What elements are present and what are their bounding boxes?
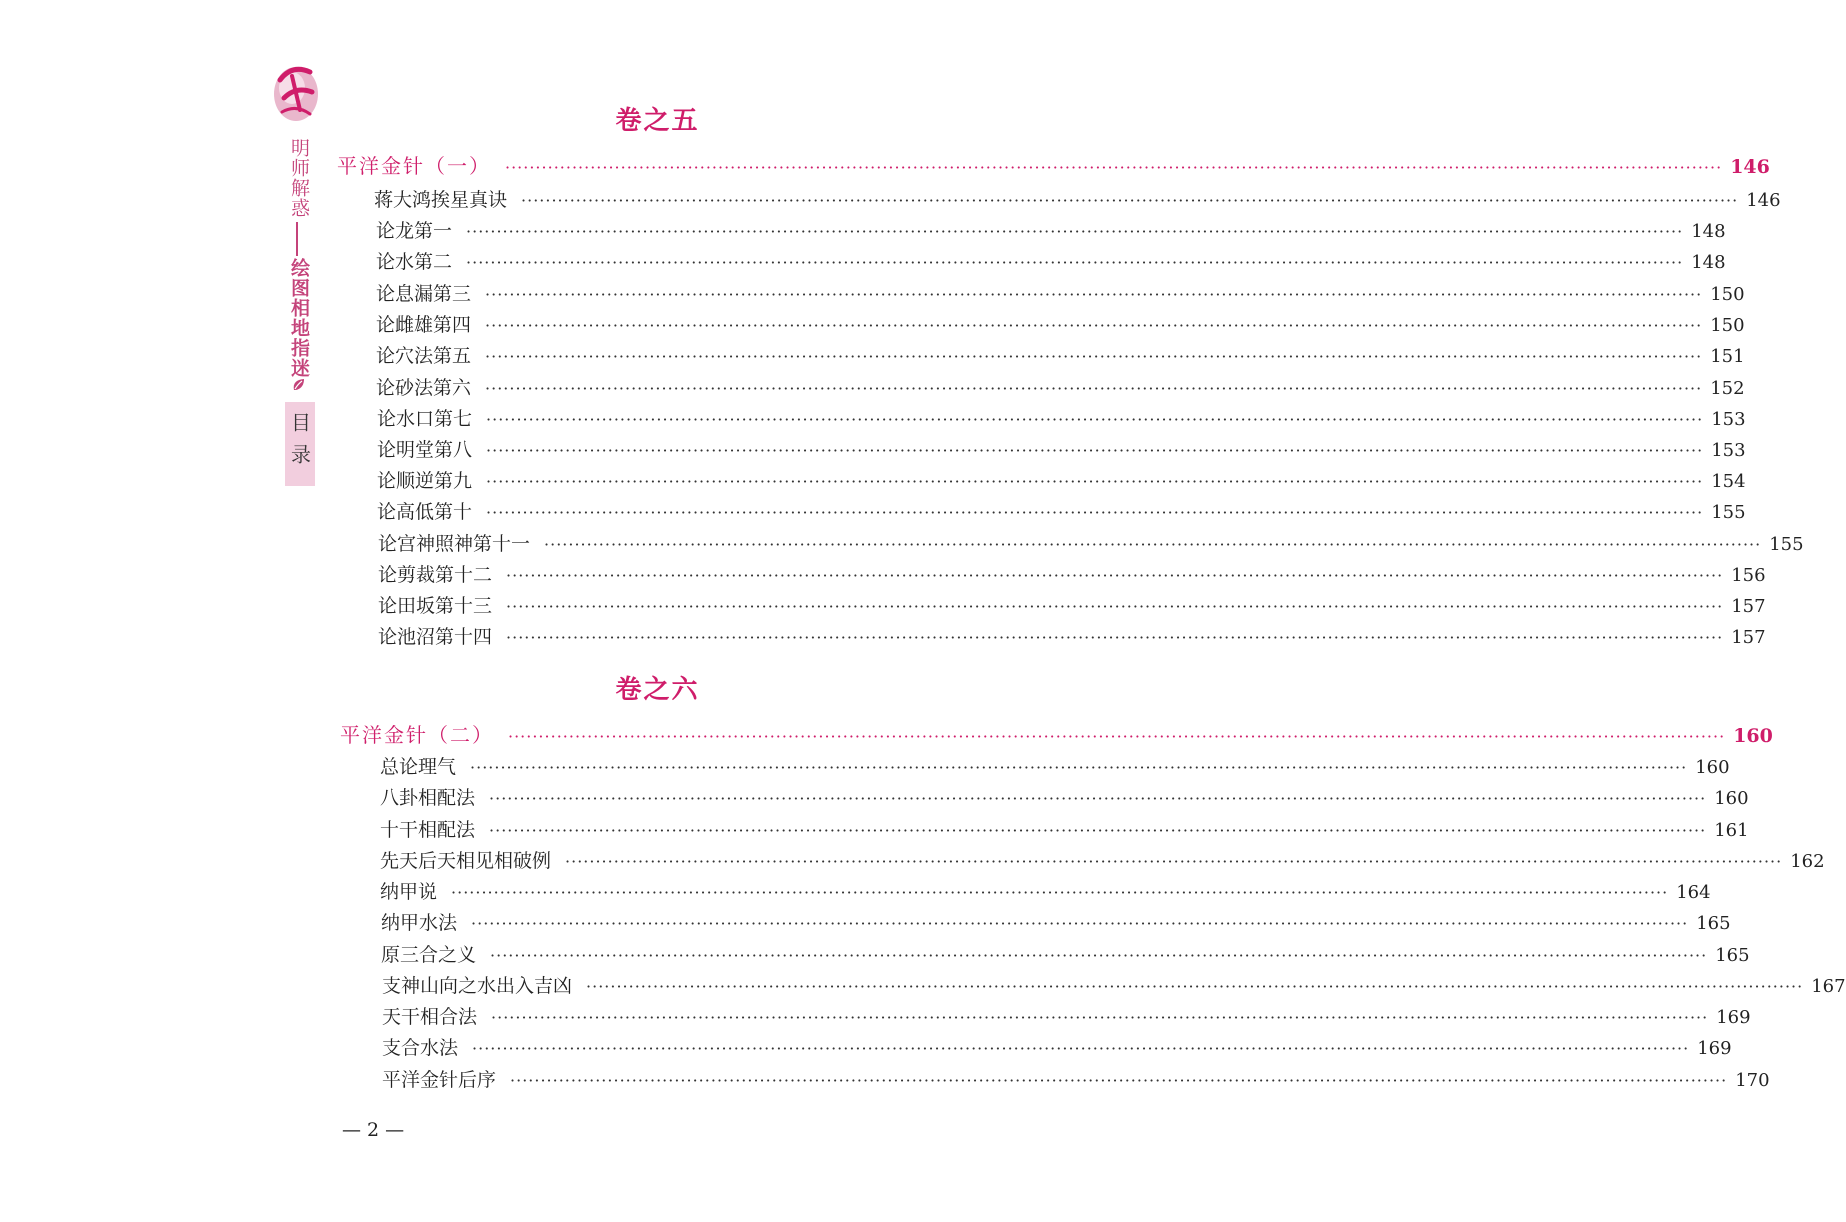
toc-entry-page: 161 [1714,820,1749,841]
toc-entry-label: 论雌雄第四 [376,314,472,336]
toc-entry-label: 天干相合法 [382,1006,478,1028]
toc-entry-page: 162 [1790,851,1825,872]
toc-entry-label: 论龙第一 [376,220,453,242]
toc-entry-row[interactable] [380,846,1825,876]
book-subtitle: 绘图相地指迷 [288,258,310,378]
ornament-logo-icon [270,58,322,124]
leaf-mark-icon [290,376,308,394]
toc-entry-label: 论田坂第十三 [378,595,493,617]
dot-leader: ········································································································································································································ [466,222,1684,241]
dot-leader: ········································································································································································································ [505,158,1723,177]
toc-entry-label: 论水第二 [376,251,453,273]
dot-leader: ········································································································································································································ [491,1008,1709,1027]
dot-leader: ········································································································································································································ [489,821,1707,840]
toc-entry-label: 先天后天相见相破例 [380,850,552,872]
dot-leader: ········································································································································································································ [521,191,1739,210]
toc-entry-row[interactable] [376,247,1726,277]
toc-entry-page: 170 [1735,1070,1770,1091]
toc-entry-label: 支合水法 [382,1037,459,1059]
toc-entry-row[interactable] [380,752,1730,782]
toc-entry-row[interactable] [376,373,1745,403]
toc-entry-label: 论顺逆第九 [377,470,473,492]
toc-entry-page: 164 [1676,882,1711,903]
dot-leader: ········································································································································································································ [486,410,1704,429]
volume-title: 卷之六 [615,675,700,705]
toc-entry-page: 148 [1691,252,1726,273]
toc-tab-label: 目录 [287,412,312,476]
toc-section-row[interactable] [340,719,1773,749]
toc-entry-label: 论水口第七 [377,408,473,430]
toc-entry-row[interactable] [382,1033,1732,1063]
dot-leader: ········································································································································································································ [565,852,1783,871]
toc-entry-row[interactable] [382,1002,1751,1032]
toc-entry-row[interactable] [378,560,1766,590]
toc-entry-page: 150 [1710,315,1745,336]
toc-entry-row[interactable] [381,908,1731,938]
dot-leader: ········································································································································································································ [471,914,1689,933]
toc-entry-page: 160 [1695,757,1730,778]
dot-leader: ········································································································································································································ [485,347,1703,366]
dot-leader: ········································································································································································································ [486,503,1704,522]
toc-entry-page: 153 [1711,409,1746,430]
dot-leader: ········································································································································································································ [451,883,1669,902]
toc-entry-label: 论剪裁第十二 [378,564,493,586]
dot-leader: ········································································································································································································ [485,379,1703,398]
dot-leader: ········································································································································································································ [486,441,1704,460]
dot-leader: ········································································································································································································ [485,285,1703,304]
dot-leader: ········································································································································································································ [506,566,1724,585]
toc-entry-label: 纳甲说 [380,881,438,903]
dot-leader: ········································································································································································································ [508,727,1726,746]
page-number: — 2 — [342,1119,405,1141]
toc-entry-page: 152 [1710,378,1745,399]
series-divider [296,222,298,256]
toc-entry-row[interactable] [378,591,1766,621]
toc-entry-label: 八卦相配法 [380,787,476,809]
toc-entry-page: 167 [1811,976,1846,997]
dot-leader: ········································································································································································································ [489,789,1707,808]
toc-section-page: 160 [1733,725,1773,747]
toc-entry-label: 支神山向之水出入吉凶 [382,975,573,997]
toc-entry-row[interactable] [382,971,1846,1001]
toc-entry-label: 蒋大鸿挨星真诀 [374,189,508,211]
toc-entry-page: 146 [1746,190,1781,211]
toc-entry-label: 论穴法第五 [376,345,472,367]
series-title: 明师解惑 [288,138,310,218]
toc-entry-row[interactable] [377,404,1746,434]
toc-entry-row[interactable] [380,815,1749,845]
toc-entry-label: 论高低第十 [377,501,473,523]
toc-entry-row[interactable] [376,216,1726,246]
toc-section-page: 146 [1730,156,1770,178]
toc-entry-label: 论池沼第十四 [378,626,493,648]
toc-entry-label: 论息漏第三 [376,283,472,305]
toc-entry-label: 纳甲水法 [381,912,458,934]
volume-title: 卷之五 [615,106,700,136]
toc-entry-row[interactable] [380,877,1711,907]
toc-entry-page: 165 [1696,913,1731,934]
toc-entry-label: 总论理气 [380,756,457,778]
dot-leader: ········································································································································································································ [485,316,1703,335]
toc-section-label: 平洋金针（二） [340,723,494,747]
toc-section-row[interactable] [337,150,1770,180]
dot-leader: ········································································································································································································ [490,946,1708,965]
toc-entry-page: 169 [1697,1038,1732,1059]
dot-leader: ········································································································································································································ [586,977,1804,996]
toc-entry-page: 160 [1714,788,1749,809]
toc-entry-page: 157 [1731,596,1766,617]
toc-entry-row[interactable] [378,529,1804,559]
toc-entry-label: 十干相配法 [380,819,476,841]
toc-tab [285,402,315,486]
dot-leader: ········································································································································································································ [466,253,1684,272]
toc-entry-page: 169 [1716,1007,1751,1028]
toc-entry-label: 原三合之义 [381,944,477,966]
toc-entry-row[interactable] [381,940,1750,970]
dot-leader: ········································································································································································································ [544,535,1762,554]
toc-entry-page: 154 [1711,471,1746,492]
toc-entry-page: 148 [1691,221,1726,242]
toc-entry-row[interactable] [377,497,1746,527]
toc-entry-row[interactable] [378,622,1766,652]
dot-leader: ········································································································································································································ [510,1071,1728,1090]
toc-entry-page: 155 [1711,502,1746,523]
toc-entry-row[interactable] [382,1065,1770,1095]
toc-entry-page: 156 [1731,565,1766,586]
toc-entry-page: 150 [1710,284,1745,305]
dot-leader: ········································································································································································································ [486,472,1704,491]
toc-entry-row[interactable] [380,783,1749,813]
dot-leader: ········································································································································································································ [506,597,1724,616]
toc-entry-row[interactable] [376,310,1745,340]
toc-entry-page: 155 [1769,534,1804,555]
toc-entry-label: 平洋金针后序 [382,1069,497,1091]
toc-entry-row[interactable] [376,279,1745,309]
toc-entry-row[interactable] [374,185,1781,215]
dot-leader: ········································································································································································································ [506,628,1724,647]
toc-entry-page: 153 [1711,440,1746,461]
toc-entry-page: 151 [1710,346,1745,367]
toc-entry-page: 157 [1731,627,1766,648]
dot-leader: ········································································································································································································ [472,1039,1690,1058]
toc-entry-label: 论宫神照神第十一 [378,533,531,555]
toc-entry-row[interactable] [376,341,1745,371]
toc-entry-label: 论明堂第八 [377,439,473,461]
toc-section-label: 平洋金针（一） [337,154,491,178]
toc-entry-page: 165 [1715,945,1750,966]
toc-entry-row[interactable] [377,435,1746,465]
toc-entry-label: 论砂法第六 [376,377,472,399]
dot-leader: ········································································································································································································ [470,758,1688,777]
toc-entry-row[interactable] [377,466,1746,496]
